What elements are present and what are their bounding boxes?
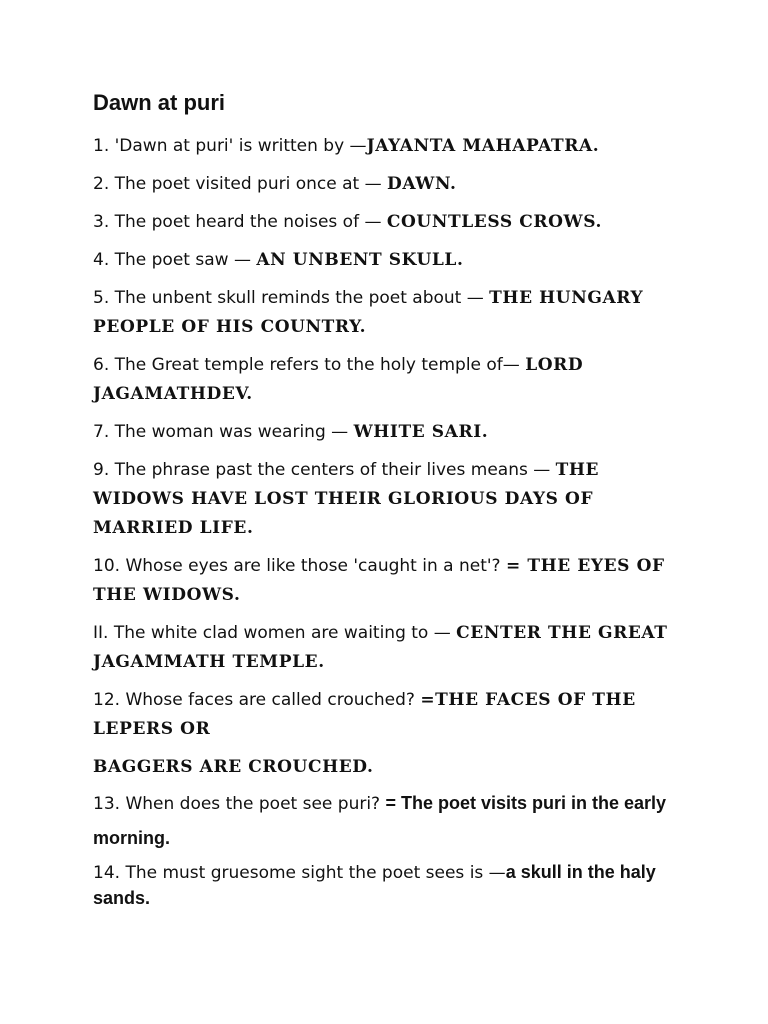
answer-text: THE WIDOWS HAVE LOST THEIR GLORIOUS DAYS OF MARRIED LIFE.: [93, 460, 600, 538]
question-text: 13. When does the poet see puri?: [93, 794, 386, 814]
document-page: [93, 88, 683, 921]
answer-text: DAWN.: [387, 174, 457, 194]
list-item-continuation: [93, 753, 683, 782]
page-title: Dawn at puri: [93, 90, 226, 115]
list-item: [93, 860, 683, 912]
question-text: 1. 'Dawn at puri' is written by —: [93, 136, 367, 156]
answer-text: WHITE SARI.: [353, 422, 489, 442]
list-item: [93, 246, 683, 275]
answer-text: AN UNBENT SKULL.: [256, 250, 464, 270]
question-text: 3. The poet heard the noises of —: [93, 212, 387, 232]
list-item: [93, 456, 683, 543]
list-item: [93, 351, 683, 409]
question-text: II. The white clad women are waiting to —: [93, 623, 457, 643]
question-text: 14. The must gruesome sight the poet sees is —: [93, 863, 506, 883]
list-item: [93, 170, 683, 199]
answer-text: CENTER THE GREAT JAGAMMATH TEMPLE.: [93, 623, 668, 672]
question-text: 5. The unbent skull reminds the poet about —: [93, 288, 490, 308]
answer-text: THE HUNGARY PEOPLE OF HIS COUNTRY.: [93, 288, 644, 337]
answer-text: LORD JAGAMATHDEV.: [93, 355, 584, 404]
list-item-continuation: [93, 826, 683, 852]
answer-text: JAYANTA MAHAPATRA.: [366, 136, 600, 156]
list-item: [93, 208, 683, 237]
answer-text: morning.: [93, 828, 170, 848]
question-text: 10. Whose eyes are like those 'caught in a net'?: [93, 556, 506, 576]
answer-text: BAGGERS ARE CROUCHED.: [93, 757, 374, 777]
question-text: 9. The phrase past the centers of their lives means —: [93, 460, 556, 480]
answer-text: a skull in the haly sands.: [93, 862, 656, 908]
list-item: [93, 791, 683, 817]
question-text: 12. Whose faces are called crouched?: [93, 690, 421, 710]
list-item: [93, 686, 683, 744]
list-item: [93, 619, 683, 677]
question-text: 6. The Great temple refers to the holy temple of—: [93, 355, 526, 375]
answer-text: COUNTLESS CROWS.: [386, 212, 602, 232]
list-item: [93, 132, 683, 161]
question-text: 7. The woman was wearing —: [93, 422, 354, 442]
question-text: 4. The poet saw —: [93, 250, 257, 270]
answer-text: = THE EYES OF THE WIDOWS.: [93, 556, 665, 605]
answer-text: =THE FACES OF THE LEPERS OR: [93, 690, 636, 739]
list-item: [93, 284, 683, 342]
answer-text: = The poet visits puri in the early: [385, 793, 667, 813]
list-item: [93, 418, 683, 447]
question-text: 2. The poet visited puri once at —: [93, 174, 388, 194]
list-item: [93, 552, 683, 610]
